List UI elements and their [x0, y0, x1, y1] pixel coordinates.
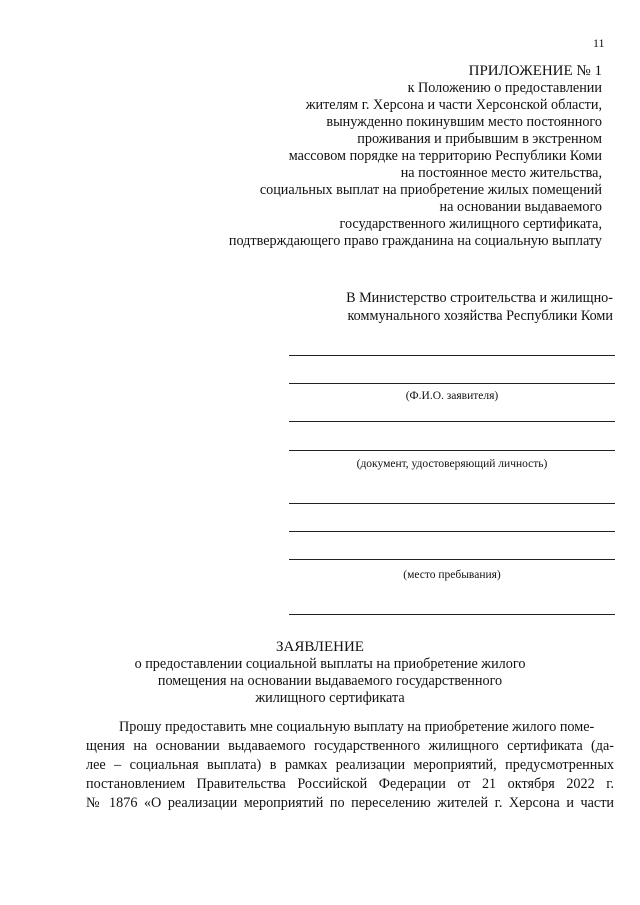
appendix-line: подтверждающего право гражданина на социальную выплату	[228, 233, 602, 249]
appendix-line: проживания и прибывшим в экстренном	[357, 131, 602, 147]
identity-document-line[interactable]	[289, 421, 615, 422]
statement-subtitle-line: помещения на основании выдаваемого государственного	[157, 673, 503, 689]
appendix-line: на основании выдаваемого	[439, 199, 602, 215]
body-line: лее – социальная выплата) в рамках реализации мероприятий, предусмотренных	[86, 757, 614, 773]
residence-line[interactable]	[289, 503, 615, 504]
appendix-line: государственного жилищного сертификата,	[339, 216, 602, 232]
appendix-block	[142, 62, 602, 250]
body-line: Прошу предоставить мне социальную выплату на приобретение жилого поме-	[119, 719, 595, 735]
addressee-line: В Министерство строительства и жилищно-	[346, 290, 613, 306]
addressee-line: коммунального хозяйства Республики Коми	[347, 308, 613, 324]
statement-subtitle-line: о предоставлении социальной выплаты на приобретение жилого	[134, 656, 526, 672]
extra-line[interactable]	[289, 614, 615, 615]
applicant-name-line[interactable]	[289, 355, 615, 356]
appendix-line: социальных выплат на приобретение жилых помещений	[259, 182, 602, 198]
appendix-line: массовом порядке на территорию Республики Коми	[288, 148, 602, 164]
statement-subtitle-line: жилищного сертификата	[255, 690, 405, 706]
statement-subtitle	[100, 656, 560, 707]
body-line: постановлением Правительства Российской Федерации от 21 октября 2022 г.	[86, 776, 614, 792]
applicant-name-line[interactable]	[289, 383, 615, 384]
addressee-block	[346, 289, 613, 325]
appendix-line: на постоянное место жительства,	[400, 165, 602, 181]
identity-document-caption: (документ, удостоверяющий личность)	[356, 458, 548, 470]
identity-document-line[interactable]	[289, 450, 615, 451]
applicant-name-caption: (Ф.И.О. заявителя)	[405, 390, 499, 402]
residence-caption: (место пребывания)	[403, 569, 501, 581]
body-line: щения на основании выдаваемого государственного жилищного сертификата (да-	[86, 738, 614, 754]
appendix-line: жителям г. Херсона и части Херсонской области,	[305, 97, 602, 113]
statement-body	[86, 718, 614, 813]
appendix-heading: ПРИЛОЖЕНИЕ № 1	[468, 63, 602, 79]
appendix-line: к Положению о предоставлении	[407, 80, 602, 96]
body-line: № 1876 «О реализации мероприятий по переселению жителей г. Херсона и части	[86, 795, 614, 811]
statement-title: ЗАЯВЛЕНИЕ	[276, 639, 364, 655]
residence-line[interactable]	[289, 531, 615, 532]
page-number: 11	[593, 36, 605, 50]
residence-line[interactable]	[289, 559, 615, 560]
appendix-line: вынужденно покинувшим место постоянного	[326, 114, 602, 130]
